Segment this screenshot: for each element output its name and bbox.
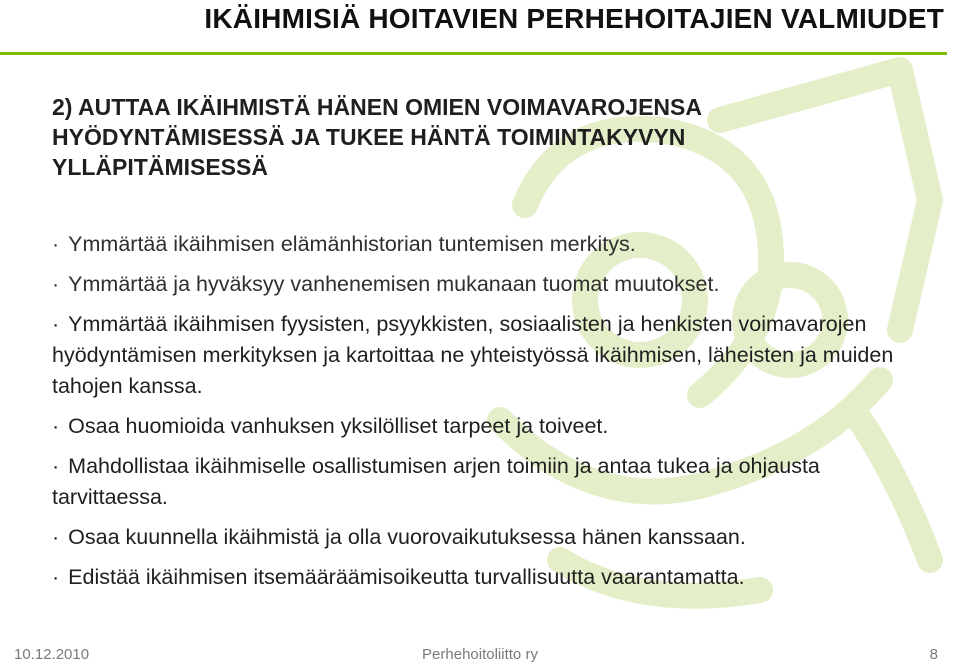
list-item — [52, 522, 932, 553]
slide-footer — [0, 646, 960, 664]
page-number: 8 — [929, 646, 938, 663]
list-item — [52, 269, 932, 300]
bullet-marker: · — [52, 565, 60, 589]
footer-date: 10.12.2010 — [14, 646, 90, 663]
footer-organization: Perhehoitoliitto ry — [422, 646, 538, 663]
bullet-marker: · — [52, 232, 60, 256]
section-heading: 2) AUTTAA IKÄIHMISTÄ HÄNEN OMIEN VOIMAVAROJENSA HYÖDYNTÄMISESSÄ JA TUKEE HÄNTÄ TOIMINTAKYVYN YLLÄPITÄMISESSÄ — [52, 94, 702, 180]
bullet-list — [52, 229, 932, 602]
list-item-text: Osaa huomioida vanhuksen yksilölliset tarpeet ja toiveet. — [68, 414, 609, 438]
slide-title: IKÄIHMISIÄ HOITAVIEN PERHEHOITAJIEN VALMIUDET — [204, 3, 944, 34]
bullet-marker: · — [52, 414, 60, 438]
bullet-marker: · — [52, 454, 60, 478]
bullet-marker: · — [52, 525, 60, 549]
list-item-text: Ymmärtää ikäihmisen fyysisten, psyykkisten, sosiaalisten ja henkisten voimavarojen hyödyntämisen merkityksen ja kartoittaa ne yhteistyössä ikäihmisen, läheisten ja muiden tahojen kanssa. — [52, 312, 894, 398]
list-item-text: Ymmärtää ja hyväksyy vanhenemisen mukanaan tuomat muutokset. — [68, 272, 720, 296]
list-item-text: Mahdollistaa ikäihmiselle osallistumisen arjen toimiin ja antaa tukea ja ohjausta tarvittaessa. — [52, 454, 820, 509]
bullet-marker: · — [52, 272, 60, 296]
list-item — [52, 411, 932, 442]
list-item-text: Osaa kuunnella ikäihmistä ja olla vuorovaikutuksessa hänen kanssaan. — [68, 525, 746, 549]
title-underline — [0, 52, 947, 55]
list-item — [52, 309, 932, 402]
list-item — [52, 229, 932, 260]
list-item-text: Edistää ikäihmisen itsemääräämisoikeutta turvallisuutta vaarantamatta. — [68, 565, 745, 589]
list-item — [52, 451, 932, 513]
list-item-text: Ymmärtää ikäihmisen elämänhistorian tuntemisen merkitys. — [68, 232, 636, 256]
bullet-marker: · — [52, 312, 60, 336]
list-item — [52, 562, 932, 593]
